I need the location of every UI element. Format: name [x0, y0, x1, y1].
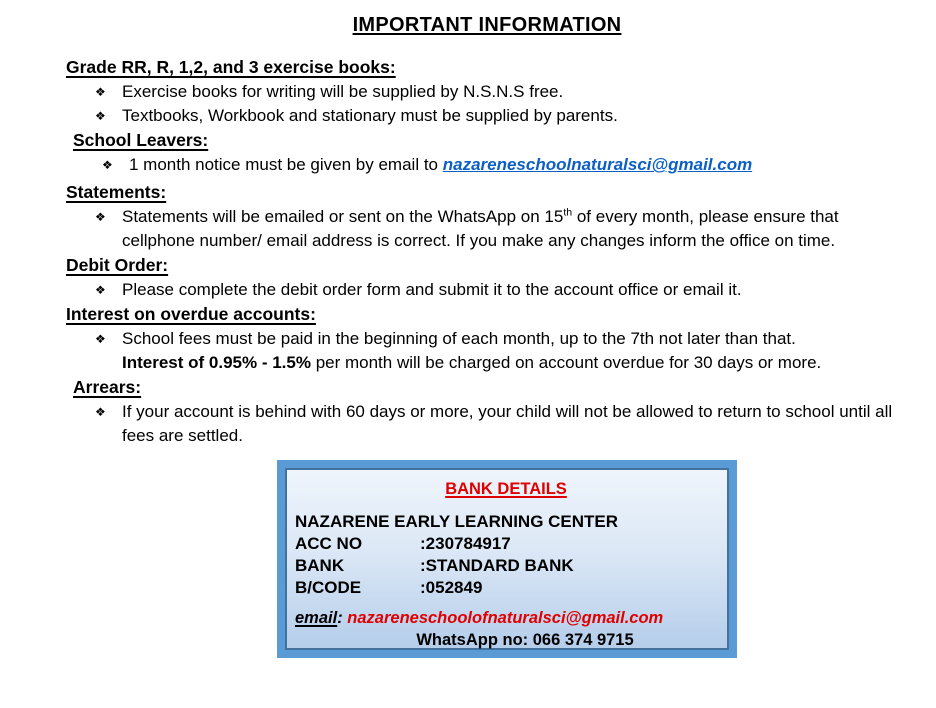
heading-school-leavers: School Leavers:	[73, 130, 209, 150]
heading-grade-exercise-books: Grade RR, R, 1,2, and 3 exercise books:	[66, 57, 396, 77]
interest-line-2: Interest of 0.95% - 1.5% per month will be charged on account overdue for 30 days or more.	[122, 353, 822, 372]
interest-rate-bold: Interest of 0.95% - 1.5%	[122, 353, 311, 372]
diamond-bullet-icon: ❖	[95, 332, 106, 346]
bullet-exercise-books-free	[95, 80, 908, 104]
bullet-text: Textbooks, Workbook and stationary must be supplied by parents.	[122, 106, 618, 125]
diamond-bullet-icon: ❖	[95, 210, 106, 224]
interest-line-1: School fees must be paid in the beginning of each month, up to the 7th not later than that.	[122, 329, 796, 348]
superscript-th: th	[563, 206, 573, 219]
bank-row-bank	[295, 555, 717, 577]
bullet-debit-order-form	[95, 278, 908, 302]
bullet-interest-overdue	[95, 327, 908, 375]
bank-details-title: BANK DETAILS	[445, 480, 567, 498]
bank-row-separator: :	[420, 556, 426, 575]
bank-row-label: B/CODE	[295, 578, 362, 597]
bank-whatsapp-number: WhatsApp no: 066 374 9715	[416, 631, 634, 649]
diamond-bullet-icon: ❖	[95, 405, 106, 419]
diamond-bullet-icon: ❖	[95, 109, 106, 123]
bank-row-label: BANK	[295, 556, 345, 575]
diamond-bullet-icon: ❖	[95, 283, 106, 297]
bank-email-row	[295, 607, 717, 651]
page-title-row	[66, 12, 908, 38]
heading-statements: Statements:	[66, 182, 167, 202]
bank-email-colon: :	[337, 609, 348, 627]
bank-row-label: ACC NO	[295, 534, 363, 553]
diamond-bullet-icon: ❖	[95, 85, 106, 99]
bank-row-branch-code	[295, 577, 717, 599]
school-leavers-email-link[interactable]: nazareneschoolnaturalsci@gmail.com	[442, 155, 753, 174]
bank-row-value: 052849	[425, 578, 483, 597]
diamond-bullet-icon: ❖	[102, 158, 113, 172]
bullet-text: Exercise books for writing will be supplied by N.S.N.S free.	[122, 82, 564, 101]
page-title: IMPORTANT INFORMATION	[352, 14, 622, 36]
bank-row-value: STANDARD BANK	[425, 556, 574, 575]
bullet-text: 1 month notice must be given by email to nazareneschoolnaturalsci@gmail.com	[129, 155, 753, 174]
bank-details-box	[277, 460, 737, 658]
bullet-text: If your account is behind with 60 days or more, your child will not be allowed to return to school until all fees are settled.	[122, 402, 893, 445]
bank-email-address: nazareneschoolofnaturalsci@gmail.com	[347, 609, 664, 627]
heading-interest-overdue: Interest on overdue accounts:	[66, 304, 316, 324]
bank-row-separator: :	[420, 534, 426, 553]
bullet-text: Statements will be emailed or sent on the WhatsApp on 15th of every month, please ensure that cellphone number/ email address is correct. If you make any changes inform the office on time.	[122, 206, 839, 250]
heading-debit-order: Debit Order:	[66, 255, 169, 275]
bullet-text	[122, 327, 908, 375]
bullet-textbooks-parents	[95, 104, 908, 128]
bank-account-name: NAZARENE EARLY LEARNING CENTER	[295, 512, 619, 531]
heading-arrears: Arrears:	[73, 377, 142, 397]
bank-row-separator: :	[420, 578, 426, 597]
bullet-school-leavers-notice	[102, 153, 908, 177]
bank-email-label: email	[295, 609, 338, 627]
bullet-arrears-policy	[95, 400, 908, 448]
bullet-text: Please complete the debit order form and submit it to the account office or email it.	[122, 280, 742, 299]
bank-details-title-row	[295, 479, 717, 500]
bank-row-value: 230784917	[425, 534, 511, 553]
bank-row-acc-no	[295, 533, 717, 555]
bullet-statements-info	[95, 205, 908, 253]
